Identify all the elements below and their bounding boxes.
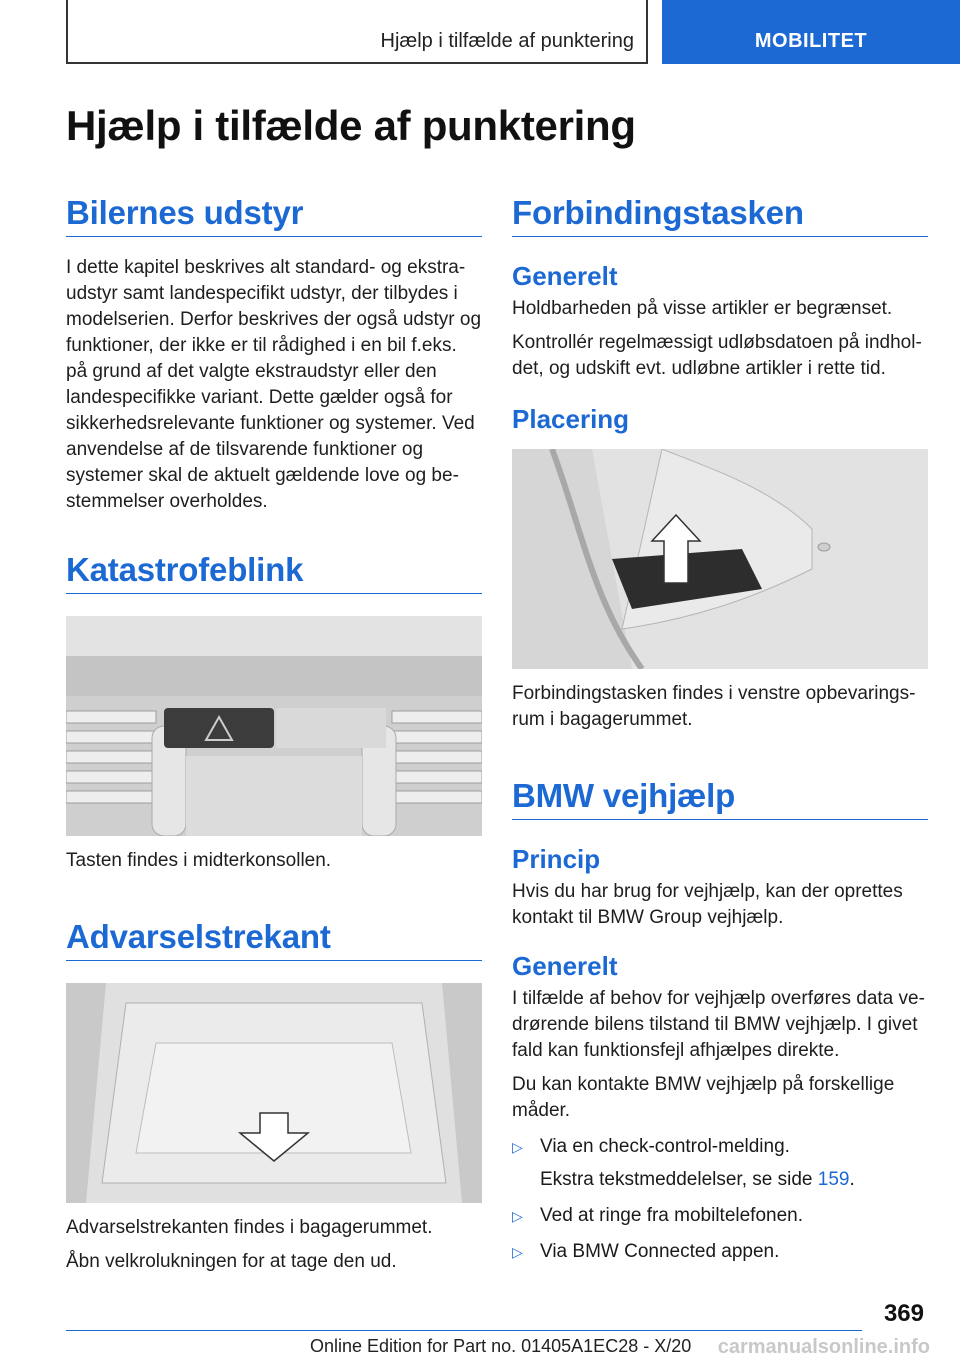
hazard-switch-image [66, 616, 482, 836]
footer-divider [66, 1330, 862, 1331]
paragraph-princip: Hvis du har brug for vejhjælp, kan der oprettes kontakt til BMW Group vejhjælp. [512, 881, 903, 928]
heading-advarselstrekant: Advarselstrekant [66, 918, 482, 961]
heading-bilernes-udstyr: Bilernes udstyr [66, 194, 482, 237]
paragraph-kontakt: Du kan kontakte BMW vejhjælp på forskellige måder. [512, 1074, 895, 1121]
edition-text: Online Edition for Part no. 01405A1EC28 - X/20 [310, 1336, 692, 1356]
subheading-placering: Placering [512, 404, 630, 434]
triangle-bullet-icon: ▷ [512, 1244, 523, 1260]
section-tab-label: MOBILITET [754, 30, 868, 52]
subheading-generelt-2: Generelt [512, 951, 618, 981]
list-item-text: Via en check-control-melding. [540, 1136, 790, 1157]
section-tab-mobilitet[interactable] [662, 0, 960, 64]
subheading-generelt-1: Generelt [512, 261, 618, 291]
subheading-princip: Princip [512, 844, 601, 874]
chapter-title: Hjælp i tilfælde af punktering [380, 30, 634, 52]
triangle-bullet-icon: ▷ [512, 1139, 523, 1155]
watermark: carmanualsonline.info [717, 1336, 930, 1358]
warning-triangle-trunk-image [66, 983, 482, 1203]
list-item-detail [540, 1167, 928, 1193]
paragraph-kontroller: Kontrollér regelmæssigt udløbsdatoen på indholdet, og udskift evt. udløbne artikler i rette tid. [512, 332, 922, 379]
paragraph-vejhjaelp-data: I tilfælde af behov for vejhjælp overføres data vedrørende bilens tilstand til BMW vejhjælp. I givet fald kan funktionsfejl afhjælpes direkte. [512, 988, 925, 1061]
list-item-text: Ved at ringe fra mobiltelefonen. [540, 1205, 804, 1226]
paragraph-holdbarhed: Holdbarheden på visse artikler er begrænset. [512, 298, 893, 319]
caption-forbindingstasken: Forbindingstasken findes i venstre opbevaringsrum i bagagerummet. [512, 683, 916, 730]
detail-text: Ekstra tekstmeddelelser, se side [540, 1169, 818, 1190]
caption-advarselstrekant-1: Advarselstrekanten findes i bagagerummet. [66, 1217, 433, 1238]
detail-suffix: . [849, 1169, 855, 1190]
page-link-159[interactable]: 159 [817, 1169, 850, 1190]
caption-katastrofeblink: Tasten findes i midterkonsollen. [66, 850, 332, 871]
heading-forbindingstasken: Forbindingstasken [512, 194, 928, 237]
list-item [512, 1134, 928, 1193]
page-title: Hjælp i tilfælde af punktering [66, 102, 636, 149]
heading-katastrofeblink: Katastrofeblink [66, 551, 482, 594]
paragraph-udstyr: I dette kapitel beskrives alt standard- og ekstraudstyr samt landespecifikt udstyr, der tilbydes i modelserien. Derfor beskrives der også udstyr og funktioner, der ikke er til rådighed i en bil f.eks. på grund af det valgte ekstraudstyr eller den landespecifikke variant. Dette gælder også for sikkerhedsrelevante funktioner og systemer. Ved anvendelse af de tilsvarende funktioner og systemer skal de aktuelt gældende love og bestemmelser overholdes. [66, 257, 482, 512]
contact-methods-list [512, 1134, 928, 1265]
list-item [512, 1239, 928, 1265]
list-item-text: Via BMW Connected appen. [540, 1241, 780, 1262]
left-column [66, 194, 482, 1275]
header-frame [66, 0, 648, 64]
heading-bmw-vejhjaelp: BMW vejhjælp [512, 777, 928, 820]
first-aid-kit-location-image [512, 449, 928, 669]
caption-advarselstrekant-2: Åbn velkrolukningen for at tage den ud. [66, 1251, 397, 1272]
list-item [512, 1203, 928, 1229]
triangle-bullet-icon: ▷ [512, 1208, 523, 1224]
right-column [512, 194, 928, 1265]
page-number: 369 [883, 1300, 924, 1327]
